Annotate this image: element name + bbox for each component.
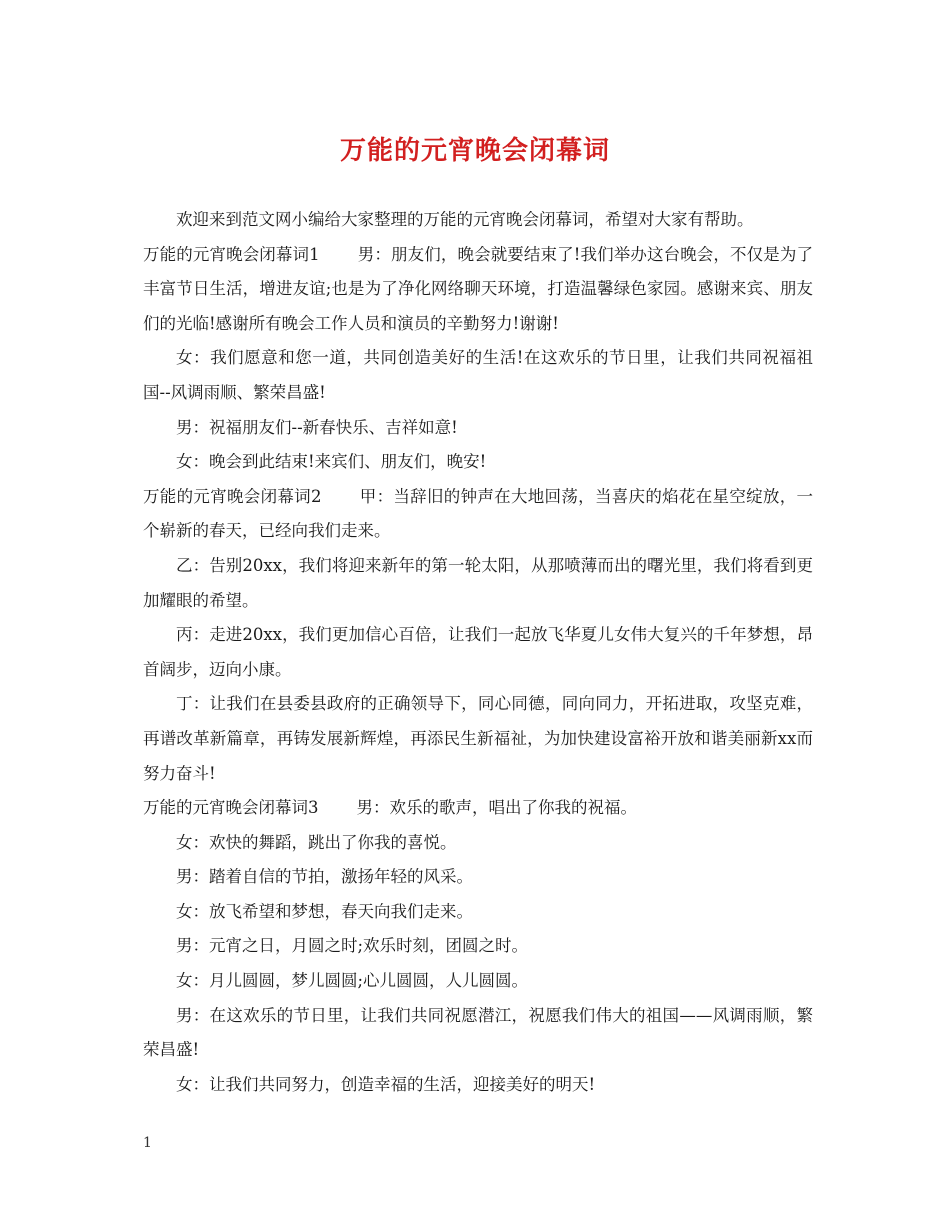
dialogue-text: 甲：当辞旧的钟声在大地回荡，当喜庆的焰花在星空绽放，一个崭新的春天，已经向我们走来。 (143, 486, 814, 541)
dialogue-paragraph: 女：月儿圆圆，梦儿圆圆;心儿圆圆，人儿圆圆。 (176, 971, 529, 991)
dialogue-paragraph: 乙：告别20xx，我们将迎来新年的第一轮太阳，从那喷薄而出的曙光里，我们将看到更加耀眼的希望。 (143, 555, 813, 610)
dialogue-paragraph: 丙：走进20xx，我们更加信心百倍，让我们一起放飞华夏儿女伟大复兴的千年梦想，昂首阔步，迈向小康。 (143, 625, 813, 679)
intro-paragraph: 欢迎来到范文网小编给大家整理的万能的元宵晚会闭幕词，希望对大家有帮助。 (176, 210, 754, 229)
dialogue-paragraph: 男：踏着自信的节拍，激扬年轻的风采。 (176, 867, 473, 887)
dialogue-paragraph: 女：晚会到此结束!来宾们、朋友们，晚安! (176, 452, 487, 472)
section-heading: 万能的元宵晚会闭幕词3 (143, 798, 319, 818)
dialogue-paragraph: 女：我们愿意和您一道，共同创造美好的生活!在这欢乐的节日里，让我们共同祝福祖国--风调雨顺、繁荣昌盛! (143, 348, 813, 402)
section-3-paragraph (143, 791, 813, 826)
page-number: 1 (143, 1135, 152, 1151)
document-body (143, 203, 813, 1102)
dialogue-paragraph: 男：在这欢乐的节日里，让我们共同祝愿潜江，祝愿我们伟大的祖国——风调雨顺，繁荣昌盛! (143, 1005, 813, 1060)
section-1-paragraph (143, 238, 813, 342)
dialogue-paragraph: 男：元宵之日，月圆之时;欢乐时刻，团圆之时。 (176, 936, 529, 956)
dialogue-text: 男：欢乐的歌声，唱出了你我的祝福。 (356, 798, 637, 818)
dialogue-paragraph: 女：欢快的舞蹈，跳出了你我的喜悦。 (176, 832, 457, 852)
section-heading: 万能的元宵晚会闭幕词2 (143, 486, 322, 506)
section-2-paragraph (143, 480, 813, 549)
dialogue-paragraph: 男：祝福朋友们--新春快乐、吉祥如意! (176, 417, 458, 437)
dialogue-text: 男：朋友们，晚会就要结束了!我们举办这台晚会，不仅是为了丰富节日生活，增进友谊;也是为了净化网络聊天环境，打造温馨绿色家园。感谢来宾、朋友们的光临!感谢所有晚会工作人员和演员的辛勤努力!谢谢! (143, 244, 813, 333)
section-heading: 万能的元宵晚会闭幕词1 (143, 244, 320, 264)
dialogue-paragraph: 女：放飞希望和梦想，春天向我们走来。 (176, 901, 473, 921)
document-title: 万能的元宵晚会闭幕词 (339, 136, 610, 166)
dialogue-paragraph: 女：让我们共同努力，创造幸福的生活，迎接美好的明天! (176, 1074, 596, 1094)
dialogue-paragraph: 丁：让我们在县委县政府的正确领导下，同心同德，同向同力，开拓进取，攻坚克难，再谱改革新篇章，再铸发展新辉煌，再添民生新福祉，为加快建设富裕开放和谐美丽新xx而努力奋斗! (143, 694, 813, 783)
